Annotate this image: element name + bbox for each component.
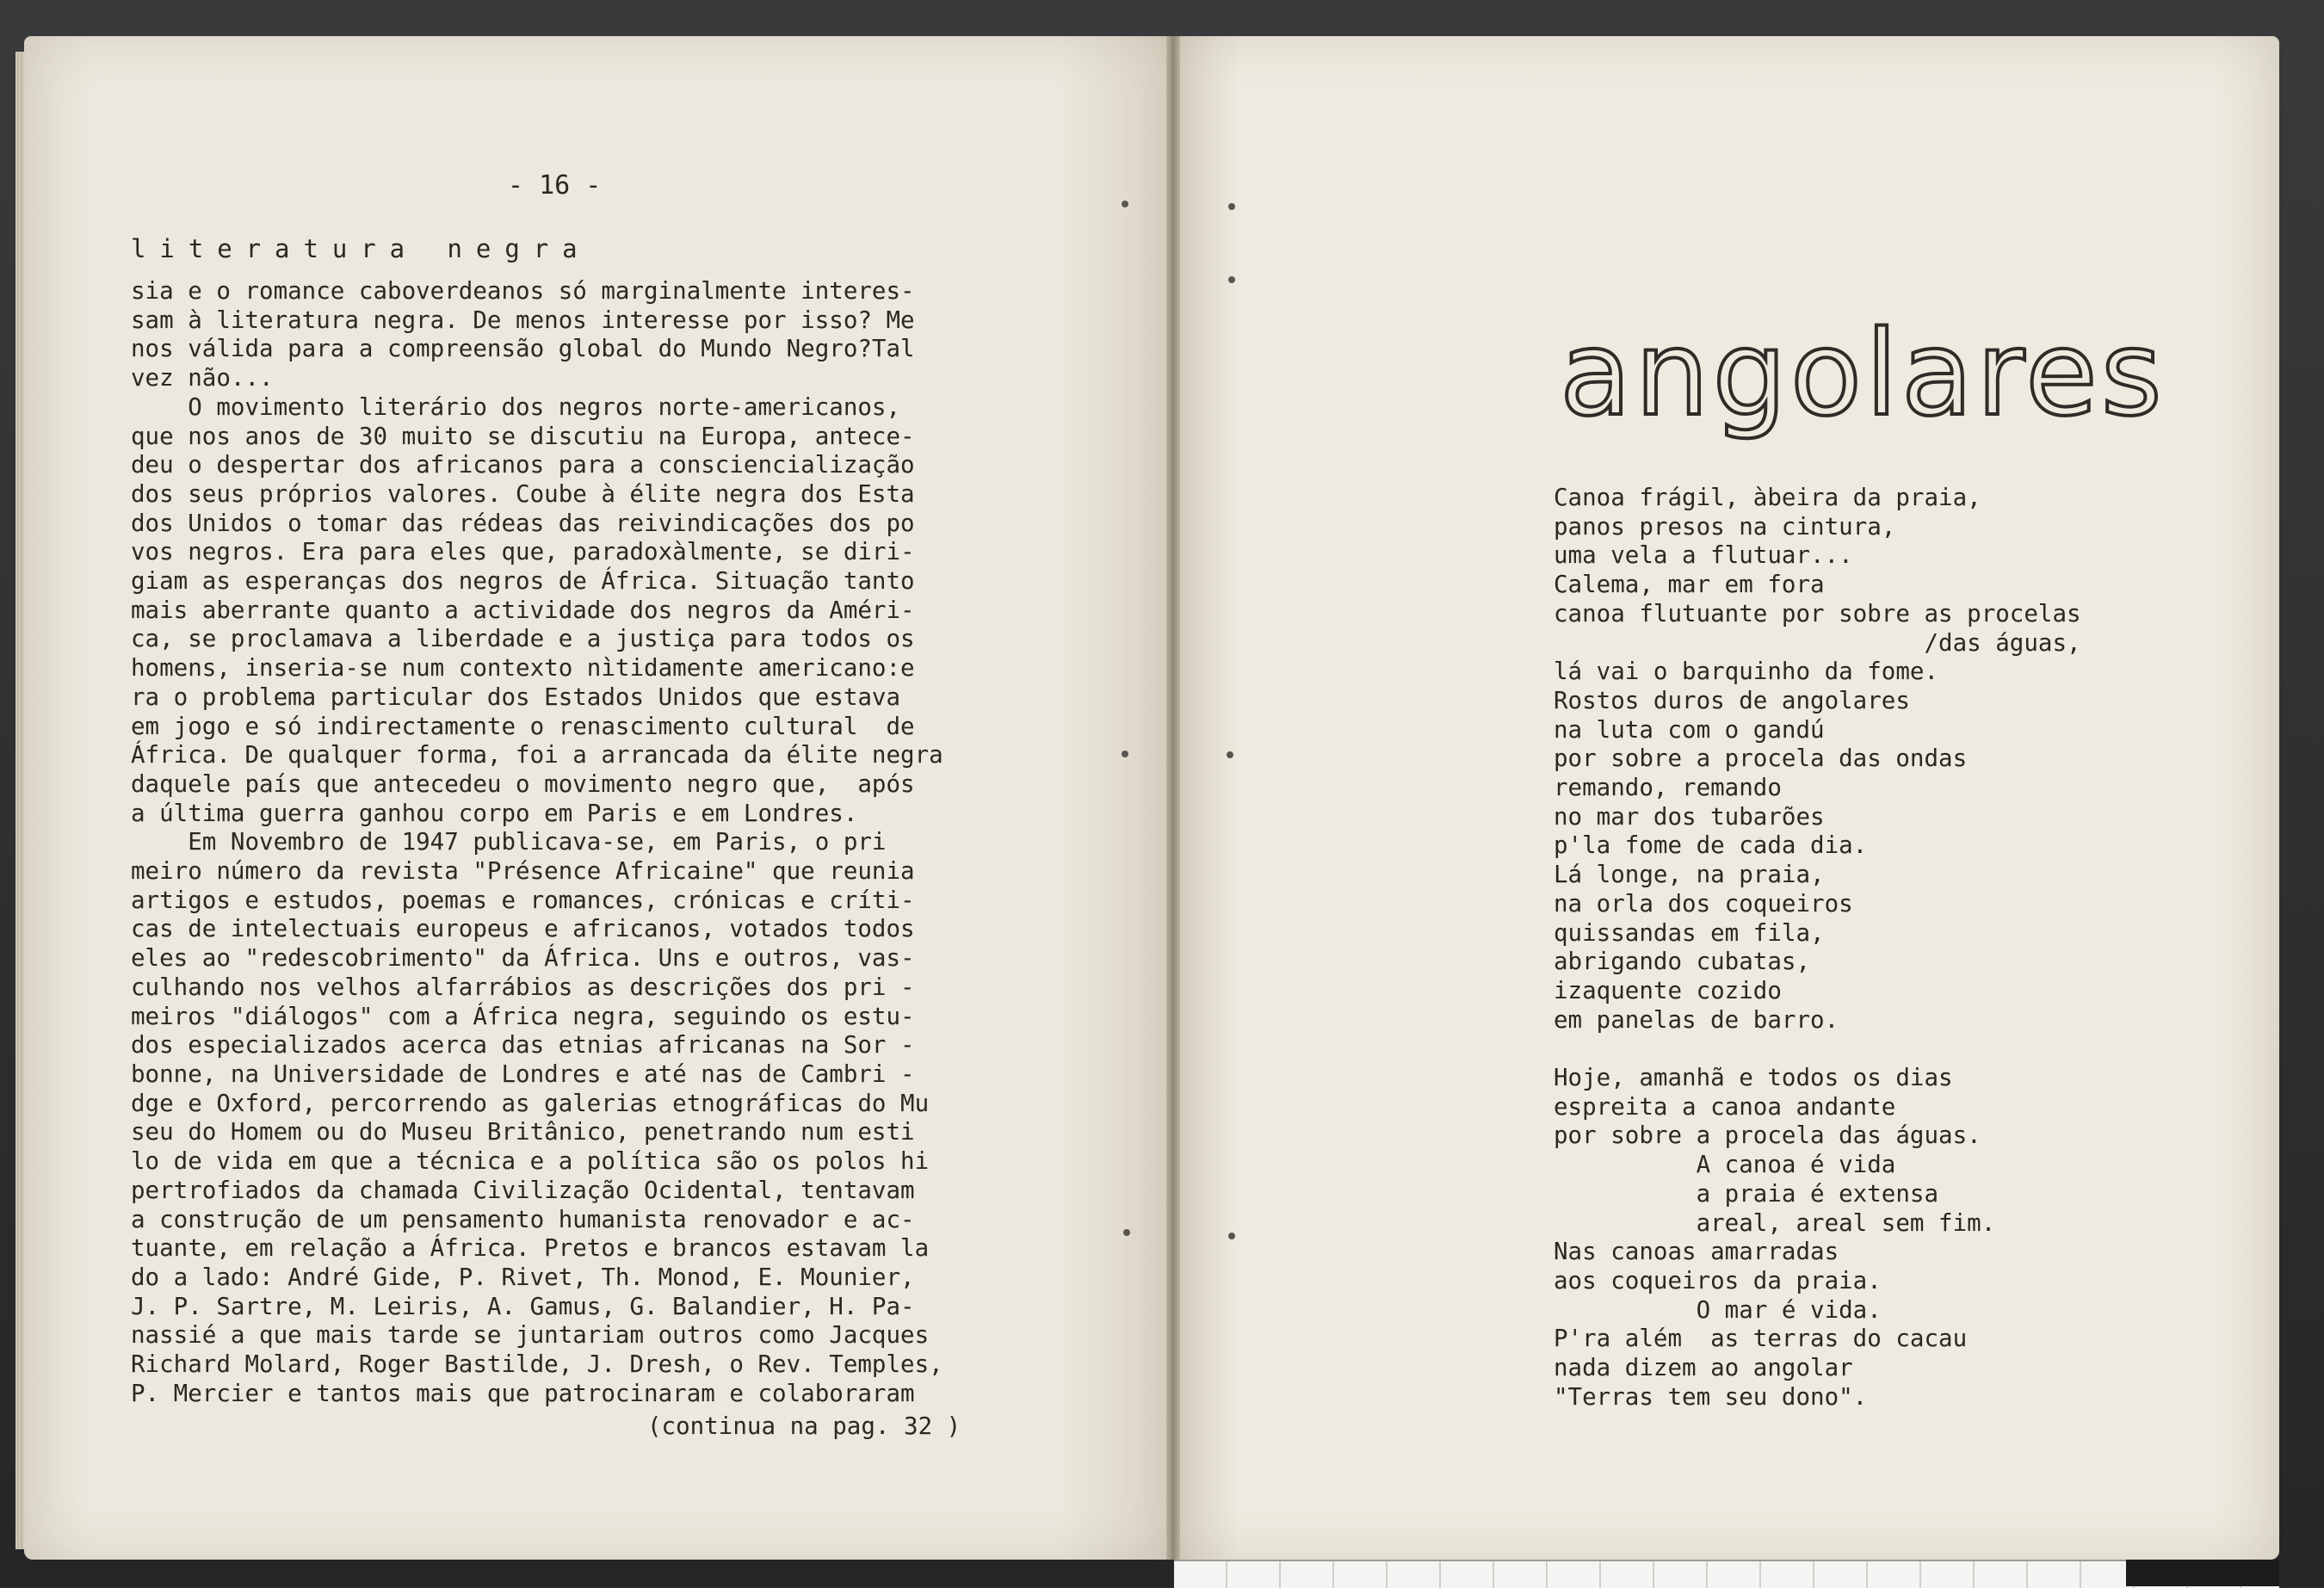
binding-hole (1122, 201, 1128, 207)
poem-body: Canoa frágil, àbeira da praia, panos presos na cintura, uma vela a flutuar... Calema, mar em fora canoa flutuante por sobre as procelas /das águas, lá vai o barquinho da fome. Rostos duros de angolares na luta com o gandú por sobre a procela das ondas remando, remando no mar dos tubarões p'la fome de cada dia. Lá longe, na praia, na orla dos coqueiros quissandas em fila, abrigando cubatas, izaquente cozido em panelas de barro. Hoje, amanhã e todos os dias espreita a canoa andante por sobre a procela das águas. A canoa é vida a praia é extensa areal, areal sem fim. Nas canoas amarradas aos coqueiros da praia. O mar é vida. P'ra além as terras do cacau nada dizem ao angolar "Terras tem seu dono". (1554, 484, 2081, 1411)
page-number: - 16 - (508, 170, 602, 201)
scale-ruler (1174, 1560, 2279, 1588)
book-gutter (1166, 36, 1180, 1560)
binding-hole (1228, 1233, 1235, 1239)
binding-hole (1122, 751, 1128, 757)
binding-hole (1227, 751, 1233, 758)
article-body: sia e o romance caboverdeanos só marginalmente interes- sam à literatura negra. De menos interesse por isso? Me nos válida para a compreensão global do Mundo Negro?Tal vez não... O movimento literário dos negros norte-americanos, que nos anos de 30 muito se discutiu na Europa, antece- deu o despertar dos africanos para a consciencialização dos seus próprios valores. Coube à élite negra dos Esta dos Unidos o tomar das rédeas das reivindicações dos po vos negros. Era para eles que, paradoxàlmente, se diri- giam as esperanças dos negros de África. Situação tanto mais aberrante quanto a actividade dos negros da Améri- ca, se proclamava a liberdade e a justiça para todos os homens, inseria-se num contexto nìtidamente americano:e ra o problema particular dos Estados Unidos que estava em jogo e só indirectamente o renascimento cultural de África. De qualquer forma, foi a arrancada da élite negra daquele país que antecedeu o movimento negro que, após a última guerra ganhou corpo em Paris e em Londres. Em Novembro de 1947 publicava-se, em Paris, o pri meiro número da revista "Présence Africaine" que reunia artigos e estudos, poemas e romances, crónicas e críti- cas de intelectuais europeus e africanos, votados todos eles ao "redescobrimento" da África. Uns e outros, vas- culhando nos velhos alfarrábios as descrições dos pri - meiros "diálogos" com a África negra, seguindo os estu- dos especializados acerca das etnias africanas na Sor - bonne, na Universidade de Londres e até nas de Cambri - dge e Oxford, percorrendo as galerias etnográficas do Mu seu do Homem ou do Museu Britânico, penetrando num esti lo de vida em que a técnica e a política são os polos hi pertrofiados da chamada Civilização Ocidental, tentavam a construção de um pensamento humanista renovador e ac- tuante, em relação a África. Pretos e brancos estavam la do a lado: André Gide, P. Rivet, Th. Monod, E. Mounier, J. P. Sartre, M. Leiris, A. Gamus, G. Balandier, H. Pa- nassié a que mais tarde se juntariam outros como Jacques Richard Molard, Roger Bastilde, J. Dresh, o Rev. Temples, P. Mercier e tantos mais que patrocinaram e colaboraram (131, 277, 943, 1407)
section-heading: literatura negra (131, 234, 591, 263)
poem-title: angolares (1560, 306, 2166, 442)
binding-hole (1228, 276, 1235, 283)
binding-hole (1123, 1229, 1130, 1236)
binding-hole (1228, 203, 1235, 210)
scale-ruler-dark-segment (2126, 1560, 2279, 1586)
continuation-note: (continua na pag. 32 ) (647, 1412, 961, 1440)
